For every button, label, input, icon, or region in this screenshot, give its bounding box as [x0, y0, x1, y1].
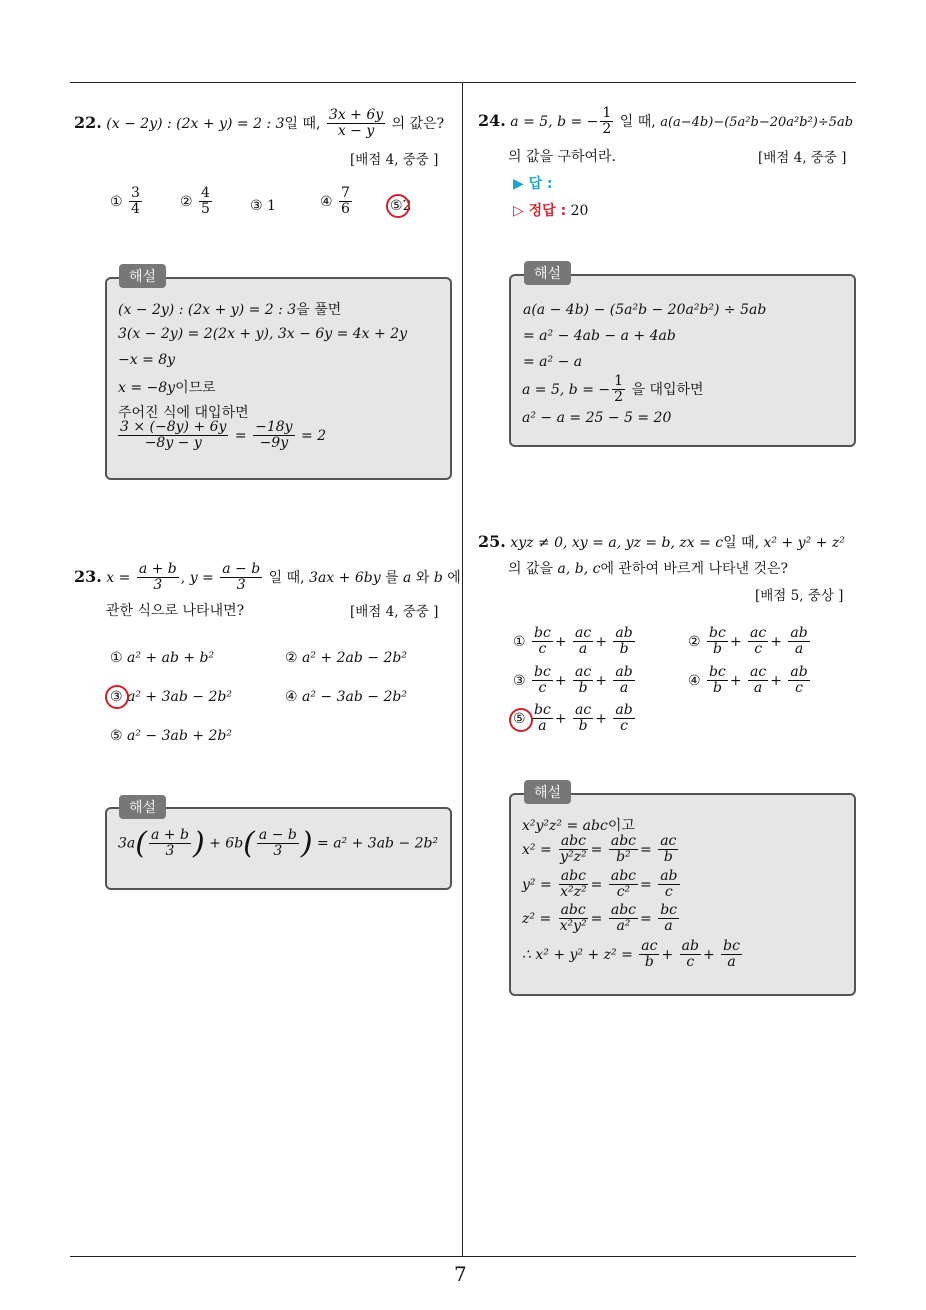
- q25-sol-conclusion: ∴ x² + y² + z² = $\frac{ac}{b}$ + $\frac{ab}{c}$ + $\frac{bc}{a}$: [522, 938, 740, 971]
- q24-stem: 24. a = 5, b = − $\frac{1}{2}$ 일 때, a(a−4b)−(5a²b−20a²b²)÷5ab: [478, 105, 854, 138]
- q22-sol-line5: 주어진 식에 대입하면: [118, 405, 249, 421]
- q25-option-2[interactable]: ② $\frac{bc}{b}$ + $\frac{ac}{c}$ + $\frac{ab}{a}$: [688, 625, 808, 658]
- q24-sol-line3: = a² − a: [523, 354, 583, 370]
- q25-option-5[interactable]: ⑤ $\frac{bc}{a}$ + $\frac{ac}{b}$ + $\frac{ab}{c}$: [513, 702, 633, 735]
- q25-solution-label: 해설: [524, 780, 571, 804]
- q22-text-b: 의 값은?: [391, 115, 445, 132]
- q25-sol-line1: x²y²z² = abc이고: [522, 818, 635, 834]
- q25-option-1[interactable]: ① $\frac{bc}{c}$ + $\frac{ac}{a}$ + $\frac{ab}{b}$: [513, 625, 633, 658]
- q22-meta: [배점 4, 중중 ]: [350, 152, 439, 168]
- q22-option-5[interactable]: ⑤2: [390, 198, 412, 214]
- q23-option-4[interactable]: ④ a² − 3ab − 2b²: [285, 689, 407, 705]
- q24-correct: [513, 200, 588, 220]
- q25-answer-circle: [509, 708, 533, 732]
- bottom-rule: [70, 1256, 856, 1257]
- q25-stem: 25. xyz ≠ 0, xy = a, yz = b, zx = c일 때, x² + y² + z²: [478, 532, 845, 551]
- q22-text-a: 일 때,: [284, 115, 321, 132]
- q23-option-3[interactable]: ③ a² + 3ab − 2b²: [110, 689, 232, 705]
- page-number: 7: [454, 1262, 467, 1286]
- q24-number: 24.: [478, 110, 506, 130]
- q24-sol-line2: = a² − 4ab − a + 4ab: [523, 328, 676, 344]
- q23-line2: 관한 식으로 나타내면?: [106, 603, 245, 619]
- q24-answer-label: ▶ 답 :: [513, 176, 553, 192]
- q23-stem: 23. x = $\frac{a + b}{3}$ , y = $\frac{a - b}{3}$ 일 때, 3ax + 6by 를 a 와 b 에: [74, 561, 461, 594]
- q25-sol-row-x: x² = $\frac{\text{abc}}{\text{y²z²}}$ = $\frac{\text{abc}}{\text{b²}}$ = $\frac{ac}{b}$: [522, 833, 677, 866]
- q25-option-3[interactable]: ③ $\frac{bc}{c}$ + $\frac{ac}{b}$ + $\frac{ab}{a}$: [513, 664, 633, 697]
- q22-sol-line1: (x − 2y) : (2x + y) = 2 : 3을 풀면: [118, 302, 342, 318]
- q24-sol-line5: a² − a = 25 − 5 = 20: [522, 410, 672, 426]
- top-rule: [70, 82, 856, 83]
- q22-sol-line6: $\frac{3 \times (-8y) + 6y}{-8y - y}$ = $\frac{-18y}{-9y}$ = 2: [120, 419, 327, 452]
- q22-number: 22.: [74, 112, 102, 132]
- q22-sol-line3: −x = 8y: [118, 352, 176, 368]
- column-divider: [462, 82, 463, 1256]
- q22-sol-line2: 3(x − 2y) = 2(2x + y), 3x − 6y = 4x + 2y: [118, 326, 408, 342]
- q24-meta: [배점 4, 중중 ]: [758, 150, 847, 166]
- q22-stem: [74, 108, 444, 140]
- q22-condition: (x − 2y) : (2x + y) = 2 : 3: [106, 115, 285, 132]
- q23-answer-circle: [105, 685, 129, 709]
- q23-option-2[interactable]: ② a² + 2ab − 2b²: [285, 650, 407, 666]
- q24-solution-label: 해설: [524, 261, 571, 285]
- q22-fraction: $\frac{3x + 6y}{x - y}$: [328, 107, 384, 140]
- q22-option-1[interactable]: ① $\frac{3}{4}$: [110, 185, 140, 218]
- q22-option-3[interactable]: ③ 1: [250, 198, 276, 214]
- q24-correct-value: 20: [570, 203, 589, 219]
- q22-solution-label: 해설: [119, 264, 166, 288]
- q23-meta: [배점 4, 중중 ]: [350, 604, 439, 620]
- q24-sol-line1: a(a − 4b) − (5a²b − 20a²b²) ÷ 5ab: [523, 302, 767, 318]
- q22-option-4[interactable]: ④ $\frac{7}{6}$: [320, 185, 350, 218]
- q24-sol-line4: a = 5, b = − $\frac{1}{2}$ 을 대입하면: [522, 373, 704, 406]
- q23-solution-label: 해설: [119, 795, 166, 819]
- q23-option-1[interactable]: ① a² + ab + b²: [110, 650, 215, 666]
- q25-line2: 의 값을 a, b, c에 관하여 바르게 나타낸 것은?: [508, 561, 789, 577]
- q25-sol-row-z: z² = $\frac{\text{abc}}{\text{x²y²}}$ = $\frac{\text{abc}}{\text{a²}}$ = $\frac{bc}{a}$: [522, 902, 677, 935]
- q25-sol-row-y: y² = $\frac{\text{abc}}{\text{x²z²}}$ = $\frac{\text{abc}}{\text{c²}}$ = $\frac{ab}{c}$: [522, 868, 678, 901]
- q25-option-4[interactable]: ④ $\frac{bc}{b}$ + $\frac{ac}{a}$ + $\frac{ab}{c}$: [688, 664, 808, 697]
- q22-option-2[interactable]: ② $\frac{4}{5}$: [180, 185, 210, 218]
- q23-number: 23.: [74, 566, 102, 586]
- q24-line2: 의 값을 구하여라.: [508, 149, 617, 165]
- q23-option-5[interactable]: ⑤ a² − 3ab + 2b²: [110, 728, 232, 744]
- q22-sol-line4: x = −8y이므로: [118, 380, 216, 396]
- q22-answer-circle: [386, 194, 410, 218]
- q25-number: 25.: [478, 532, 506, 551]
- q23-sol-line: 3a( $\frac{a + b}{3}$ ) + 6b( $\frac{a - b}{3}$ ) = a² + 3ab − 2b²: [118, 826, 439, 861]
- q25-meta: [배점 5, 중상 ]: [755, 588, 844, 604]
- q24-correct-label: ▷ 정답 :: [513, 203, 567, 219]
